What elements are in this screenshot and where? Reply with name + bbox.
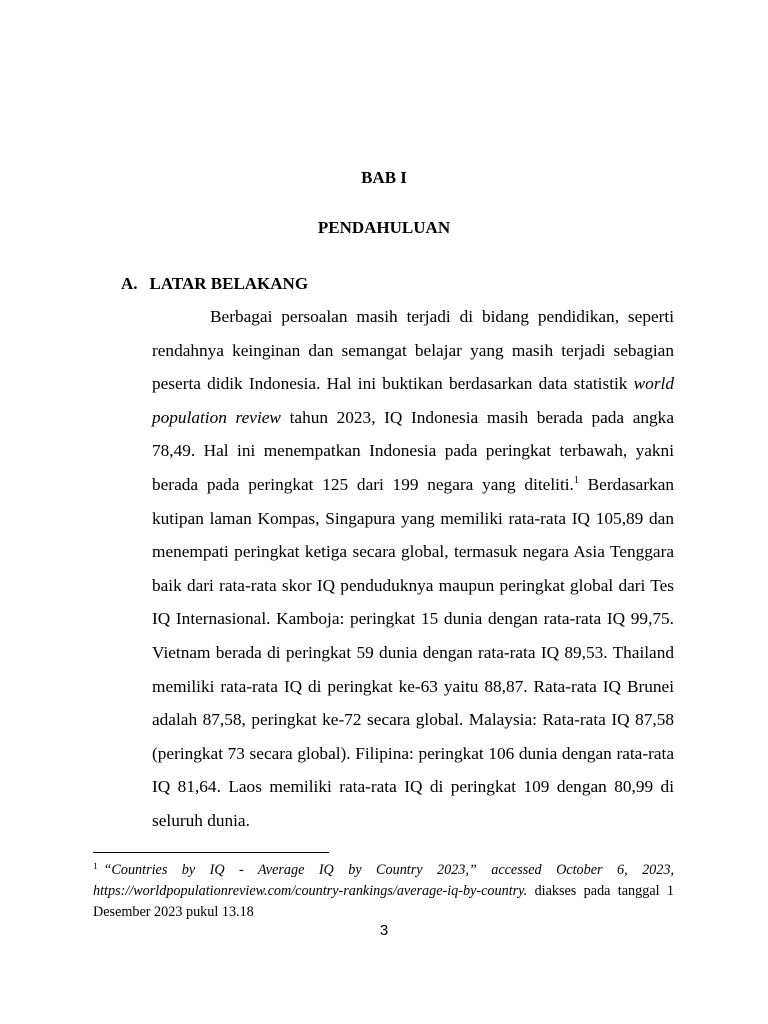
paragraph-text-2: tahun 2023, IQ Indonesia masih berada pada angka 78,49. Hal ini menempatkan Indonesia pada peringkat terbawah, yakni berada pada peringkat 125 dari 199 negara yang diteliti.: [152, 407, 674, 494]
section-letter: A.: [121, 274, 138, 293]
section-heading: [121, 274, 308, 294]
paragraph-italic-source: world population review: [152, 374, 674, 427]
chapter-label: BAB I: [361, 168, 407, 187]
page-number: 3: [379, 922, 389, 939]
footnote-reference[interactable]: 1: [573, 474, 579, 486]
body-paragraph: [152, 300, 674, 838]
footnote: [93, 860, 674, 923]
paragraph-text-1: Berbagai persoalan masih terjadi di bidang pendidikan, seperti rendahnya keinginan dan semangat belajar yang masih terjadi sebagian peserta didik Indonesia. Hal ini buktikan berdasarkan data statistik: [152, 307, 674, 394]
chapter-title: PENDAHULUAN: [317, 218, 451, 237]
footnote-access-note: diakses pada tanggal 1 Desember 2023 pukul 13.18: [93, 883, 674, 920]
paragraph-text-3: Berdasarkan kutipan laman Kompas, Singapura yang memiliki rata-rata IQ 105,89 dan menempati peringkat ketiga secara global, termasuk negara Asia Tenggara baik dari rata-rata skor IQ penduduknya maupun peringkat global dari Tes IQ Internasional. Kamboja: peringkat 15 dunia dengan rata-rata IQ 99,75. Vietnam berada di peringkat 59 dunia dengan rata-rata IQ 89,53. Thailand memiliki rata-rata IQ di peringkat ke-63 yaitu 88,87. Rata-rata IQ Brunei adalah 87,58, peringkat ke-72 secara global. Malaysia: Rata-rata IQ 87,58 (peringkat 73 secara global). Filipina: peringkat 106 dunia dengan rata-rata IQ 81,64. Laos memiliki rata-rata IQ di peringkat 109 dengan 80,99 di seluruh dunia.: [152, 474, 675, 830]
section-title: LATAR BELAKANG: [149, 274, 309, 293]
footnote-citation: “Countries by IQ - Average IQ by Country 2023,” accessed October 6, 2023, https://worldpopulationreview.com/country-rankings/average-iq-by-country.: [93, 862, 674, 899]
footnote-number: 1: [93, 861, 98, 871]
footnote-separator: [93, 852, 329, 853]
